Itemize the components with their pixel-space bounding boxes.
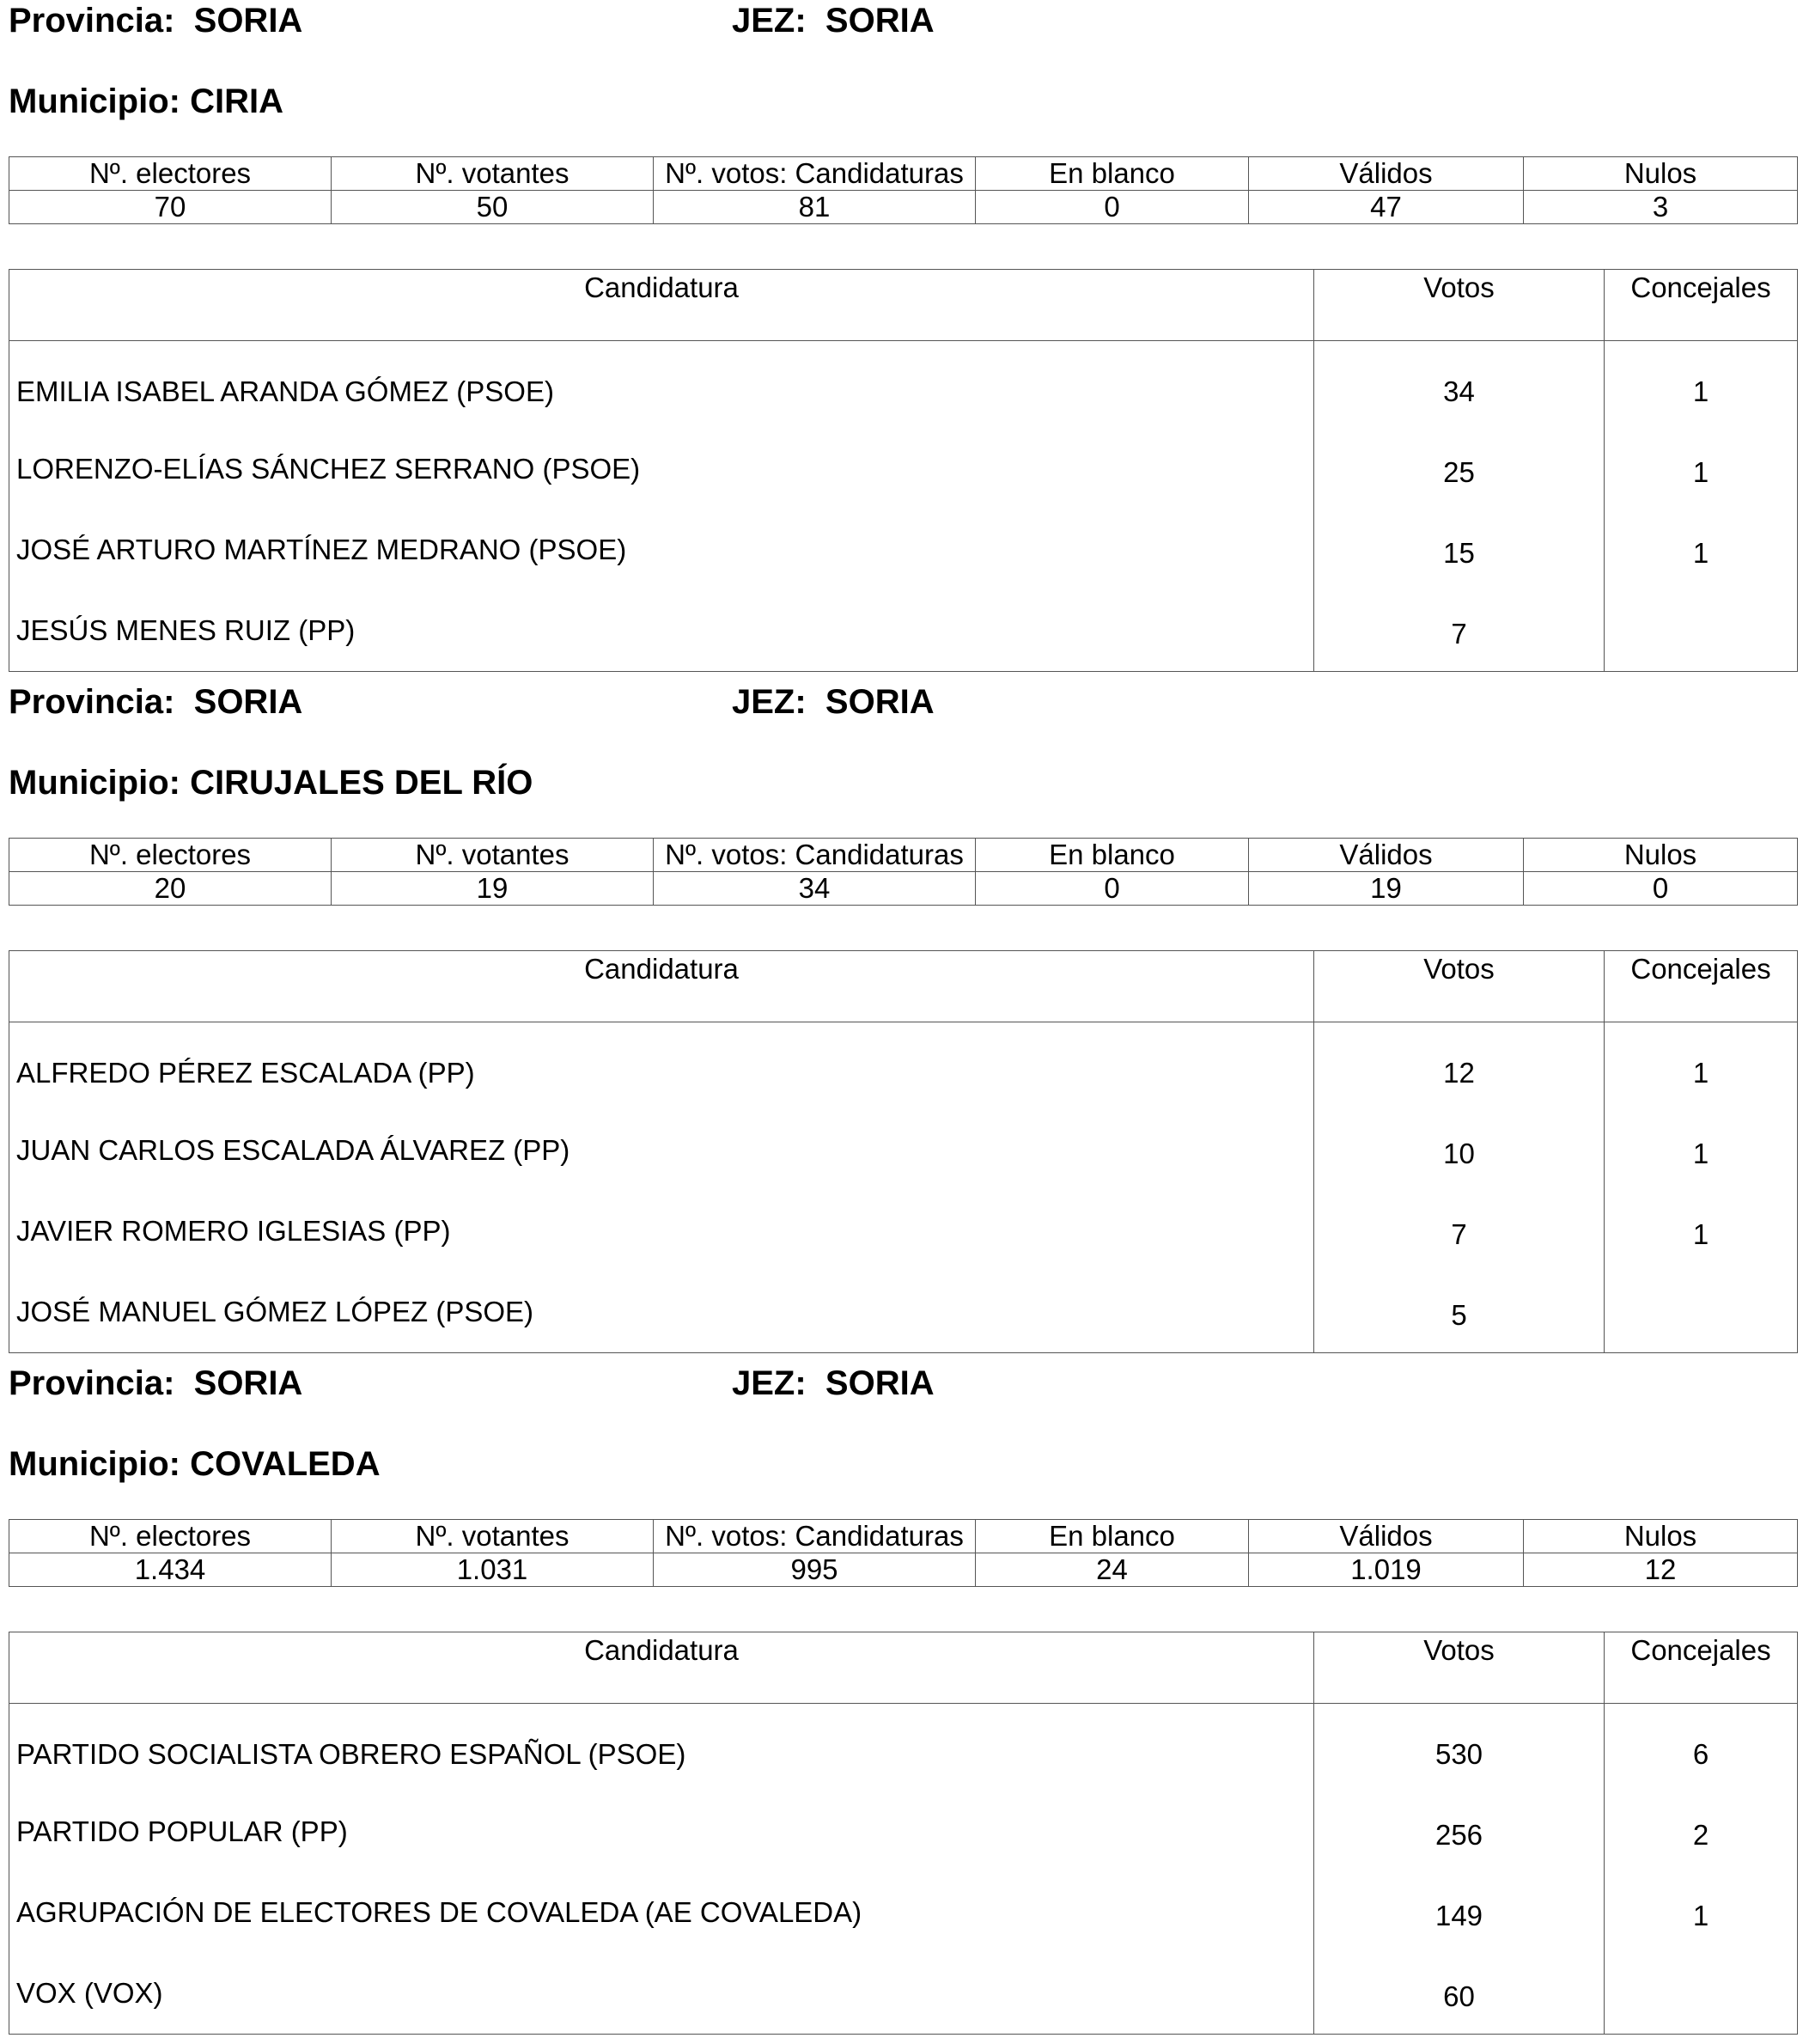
candidate-row bbox=[9, 1953, 1798, 2035]
candidate-concejales bbox=[1605, 1953, 1798, 2035]
header-votos-candidaturas: Nº. votos: Candidaturas bbox=[654, 157, 976, 191]
candidate-row bbox=[9, 1191, 1798, 1272]
candidate-concejales: 1 bbox=[1605, 1110, 1798, 1191]
stats-header-row bbox=[9, 1520, 1798, 1553]
value-validos: 47 bbox=[1249, 191, 1524, 224]
candidate-row bbox=[9, 1872, 1798, 1953]
candidate-concejales: 1 bbox=[1605, 509, 1798, 590]
header-electores: Nº. electores bbox=[9, 839, 332, 872]
candidate-concejales bbox=[1605, 590, 1798, 672]
value-nulos: 12 bbox=[1524, 1553, 1798, 1587]
candidates-table bbox=[9, 950, 1798, 1353]
header-concejales: Concejales bbox=[1605, 270, 1798, 341]
candidate-votos: 256 bbox=[1314, 1791, 1605, 1872]
stats-header-row bbox=[9, 157, 1798, 191]
candidate-row bbox=[9, 1022, 1798, 1111]
header-nulos: Nulos bbox=[1524, 157, 1798, 191]
header-electores: Nº. electores bbox=[9, 1520, 332, 1553]
value-nulos: 3 bbox=[1524, 191, 1798, 224]
header-votos: Votos bbox=[1314, 270, 1605, 341]
candidate-votos: 7 bbox=[1314, 590, 1605, 672]
provincia-heading: Provincia: SORIA bbox=[9, 1364, 303, 1402]
header-votos-candidaturas: Nº. votos: Candidaturas bbox=[654, 839, 976, 872]
header-validos: Válidos bbox=[1249, 157, 1524, 191]
municipio-section-cirujales bbox=[0, 681, 1803, 1363]
candidate-votos: 12 bbox=[1314, 1022, 1605, 1111]
stats-value-row bbox=[9, 1553, 1798, 1587]
municipio-heading: Municipio: CIRUJALES DEL RÍO bbox=[9, 764, 533, 802]
stats-table bbox=[9, 1519, 1798, 1587]
candidate-votos: 25 bbox=[1314, 429, 1605, 509]
jez-heading: JEZ: SORIA bbox=[732, 2, 935, 40]
candidate-row bbox=[9, 1791, 1798, 1872]
candidate-row bbox=[9, 429, 1798, 509]
value-votantes: 19 bbox=[332, 872, 654, 906]
header-votos-candidaturas: Nº. votos: Candidaturas bbox=[654, 1520, 976, 1553]
header-candidatura: Candidatura bbox=[9, 1632, 1314, 1704]
stats-header-row bbox=[9, 839, 1798, 872]
candidates-table bbox=[9, 1632, 1798, 2035]
candidate-concejales: 1 bbox=[1605, 341, 1798, 430]
header-electores: Nº. electores bbox=[9, 157, 332, 191]
candidate-votos: 60 bbox=[1314, 1953, 1605, 2035]
provincia-heading: Provincia: SORIA bbox=[9, 683, 303, 721]
candidate-name: VOX (VOX) bbox=[9, 1953, 1314, 2035]
candidate-concejales: 6 bbox=[1605, 1704, 1798, 1792]
stats-table bbox=[9, 156, 1798, 224]
jez-heading: JEZ: SORIA bbox=[732, 683, 935, 721]
header-en-blanco: En blanco bbox=[976, 839, 1249, 872]
header-votos: Votos bbox=[1314, 951, 1605, 1022]
header-validos: Válidos bbox=[1249, 1520, 1524, 1553]
header-votantes: Nº. votantes bbox=[332, 839, 654, 872]
candidate-concejales: 2 bbox=[1605, 1791, 1798, 1872]
provincia-heading: Provincia: SORIA bbox=[9, 2, 303, 40]
stats-value-row bbox=[9, 191, 1798, 224]
candidate-name: JESÚS MENES RUIZ (PP) bbox=[9, 590, 1314, 672]
value-votos-candidaturas: 34 bbox=[654, 872, 976, 906]
value-en-blanco: 24 bbox=[976, 1553, 1249, 1587]
candidate-name: JOSÉ MANUEL GÓMEZ LÓPEZ (PSOE) bbox=[9, 1272, 1314, 1353]
candidate-row bbox=[9, 1272, 1798, 1353]
candidate-name: LORENZO-ELÍAS SÁNCHEZ SERRANO (PSOE) bbox=[9, 429, 1314, 509]
header-candidatura: Candidatura bbox=[9, 951, 1314, 1022]
candidate-votos: 530 bbox=[1314, 1704, 1605, 1792]
candidate-votos: 149 bbox=[1314, 1872, 1605, 1953]
value-votos-candidaturas: 995 bbox=[654, 1553, 976, 1587]
candidate-row bbox=[9, 590, 1798, 672]
value-validos: 19 bbox=[1249, 872, 1524, 906]
candidate-row bbox=[9, 1110, 1798, 1191]
value-electores: 20 bbox=[9, 872, 332, 906]
value-en-blanco: 0 bbox=[976, 191, 1249, 224]
candidates-header-row bbox=[9, 951, 1798, 1022]
header-votos: Votos bbox=[1314, 1632, 1605, 1704]
candidates-table bbox=[9, 269, 1798, 672]
header-nulos: Nulos bbox=[1524, 1520, 1798, 1553]
header-concejales: Concejales bbox=[1605, 951, 1798, 1022]
candidates-header-row bbox=[9, 1632, 1798, 1704]
header-validos: Válidos bbox=[1249, 839, 1524, 872]
header-votantes: Nº. votantes bbox=[332, 1520, 654, 1553]
candidate-row bbox=[9, 341, 1798, 430]
value-electores: 70 bbox=[9, 191, 332, 224]
value-votos-candidaturas: 81 bbox=[654, 191, 976, 224]
header-en-blanco: En blanco bbox=[976, 1520, 1249, 1553]
header-nulos: Nulos bbox=[1524, 839, 1798, 872]
candidate-name: PARTIDO SOCIALISTA OBRERO ESPAÑOL (PSOE) bbox=[9, 1704, 1314, 1792]
value-en-blanco: 0 bbox=[976, 872, 1249, 906]
value-votantes: 1.031 bbox=[332, 1553, 654, 1587]
value-electores: 1.434 bbox=[9, 1553, 332, 1587]
candidate-name: PARTIDO POPULAR (PP) bbox=[9, 1791, 1314, 1872]
candidate-concejales: 1 bbox=[1605, 1022, 1798, 1111]
candidate-name: ALFREDO PÉREZ ESCALADA (PP) bbox=[9, 1022, 1314, 1111]
stats-table bbox=[9, 838, 1798, 906]
jez-heading: JEZ: SORIA bbox=[732, 1364, 935, 1402]
header-votantes: Nº. votantes bbox=[332, 157, 654, 191]
candidate-name: JAVIER ROMERO IGLESIAS (PP) bbox=[9, 1191, 1314, 1272]
stats-value-row bbox=[9, 872, 1798, 906]
header-concejales: Concejales bbox=[1605, 1632, 1798, 1704]
candidate-name: AGRUPACIÓN DE ELECTORES DE COVALEDA (AE COVALEDA) bbox=[9, 1872, 1314, 1953]
candidate-name: EMILIA ISABEL ARANDA GÓMEZ (PSOE) bbox=[9, 341, 1314, 430]
value-votantes: 50 bbox=[332, 191, 654, 224]
municipio-heading: Municipio: CIRIA bbox=[9, 82, 283, 120]
header-candidatura: Candidatura bbox=[9, 270, 1314, 341]
municipio-heading: Municipio: COVALEDA bbox=[9, 1445, 381, 1483]
header-en-blanco: En blanco bbox=[976, 157, 1249, 191]
municipio-section-covaleda bbox=[0, 1363, 1803, 2044]
municipio-section-ciria bbox=[0, 0, 1803, 681]
candidate-name: JUAN CARLOS ESCALADA ÁLVAREZ (PP) bbox=[9, 1110, 1314, 1191]
value-nulos: 0 bbox=[1524, 872, 1798, 906]
candidate-name: JOSÉ ARTURO MARTÍNEZ MEDRANO (PSOE) bbox=[9, 509, 1314, 590]
candidate-concejales: 1 bbox=[1605, 1872, 1798, 1953]
candidate-row bbox=[9, 509, 1798, 590]
candidate-votos: 7 bbox=[1314, 1191, 1605, 1272]
candidate-row bbox=[9, 1704, 1798, 1792]
value-validos: 1.019 bbox=[1249, 1553, 1524, 1587]
candidate-votos: 10 bbox=[1314, 1110, 1605, 1191]
candidate-votos: 34 bbox=[1314, 341, 1605, 430]
candidate-votos: 5 bbox=[1314, 1272, 1605, 1353]
candidate-concejales: 1 bbox=[1605, 1191, 1798, 1272]
candidate-concejales: 1 bbox=[1605, 429, 1798, 509]
candidate-concejales bbox=[1605, 1272, 1798, 1353]
candidate-votos: 15 bbox=[1314, 509, 1605, 590]
candidates-header-row bbox=[9, 270, 1798, 341]
